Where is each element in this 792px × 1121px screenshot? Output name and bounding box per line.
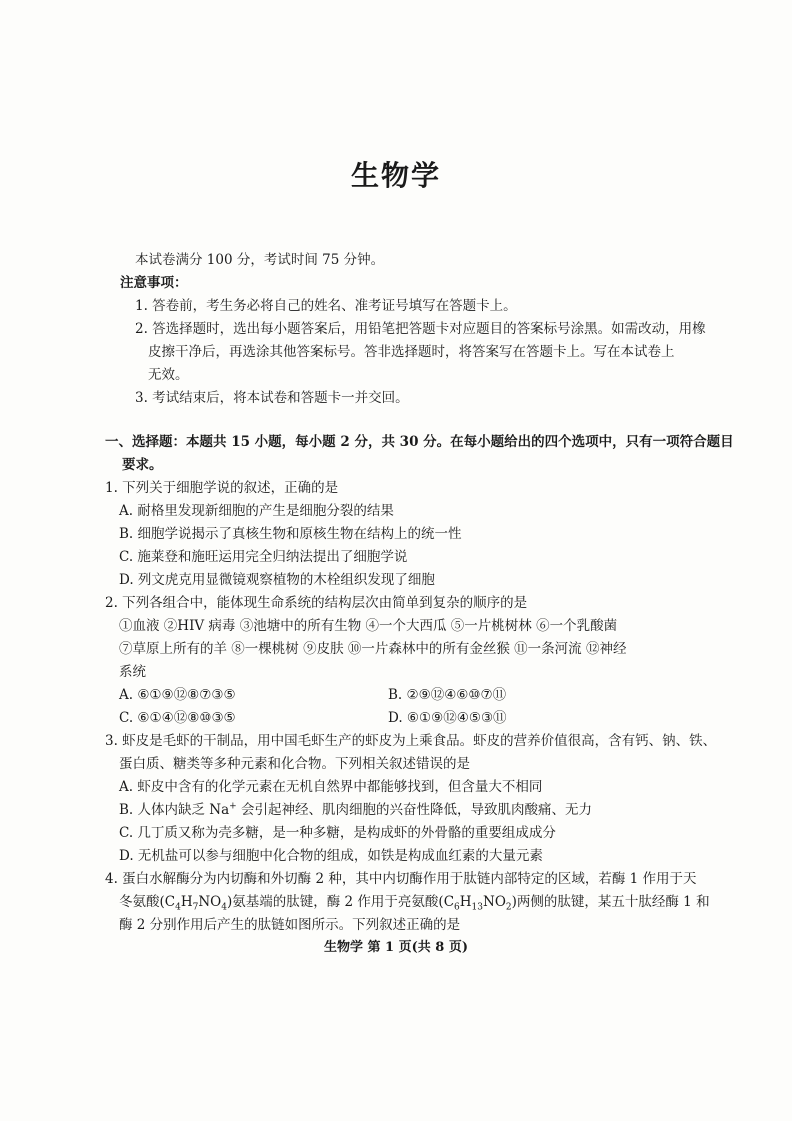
question-2-option-c: C. ⑥①④⑫⑧⑩③⑤ <box>119 710 236 726</box>
notice-item: 1. 答卷前，考生务必将自己的姓名、准考证号填写在答题卡上。 <box>135 298 517 314</box>
section-heading: 要求。 <box>122 457 163 473</box>
question-3-option-d: D. 无机盐可以参与细胞中化合物的组成，如铁是构成血红素的大量元素 <box>119 848 543 864</box>
question-2-option-a: A. ⑥①⑨⑫⑧⑦③⑤ <box>119 687 236 703</box>
question-4-stem: 4. 蛋白水解酶分为内切酶和外切酶 2 种，其中内切酶作用于肽链内部特定的区域，若酶 1 作用于天 <box>105 871 697 887</box>
question-1-option-a: A. 耐格里发现新细胞的产生是细胞分裂的结果 <box>119 503 394 519</box>
question-2-items: ①血液 ②HIV 病毒 ③池塘中的所有生物 ④一个大西瓜 ⑤一片桃树林 ⑥一个乳酸菌 <box>119 618 618 634</box>
question-1-option-c: C. 施莱登和施旺运用完全归纳法提出了细胞学说 <box>119 549 408 565</box>
notice-heading: 注意事项： <box>120 275 188 291</box>
question-2-stem: 2. 下列各组合中，能体现生命系统的结构层次由简单到复杂的顺序的是 <box>105 595 528 611</box>
notice-item: 2. 答选择题时，选出每小题答案后，用铅笔把答题卡对应题目的答案标号涂黑。如需改动，用橡 <box>135 321 706 337</box>
question-2-option-b: B. ②⑨⑫④⑥⑩⑦⑪ <box>388 687 507 703</box>
question-3-stem: 3. 虾皮是毛虾的干制品，用中国毛虾生产的虾皮为上乘食品。虾皮的营养价值很高，含有钙、钠、铁、 <box>105 733 717 749</box>
question-3-option-c: C. 几丁质又称为壳多糖，是一种多糖，是构成虾的外骨骼的重要组成成分 <box>119 825 556 841</box>
question-1-option-d: D. 列文虎克用显微镜观察植物的木栓组织发现了细胞 <box>119 572 435 588</box>
question-2-items: ⑦草原上所有的羊 ⑧一棵桃树 ⑨皮肤 ⑩一片森林中的所有金丝猴 ⑪一条河流 ⑫神经 <box>119 641 627 657</box>
question-4-stem: 冬氨酸$(C_4H_7NO_4)$氨基端的肽键，酶 2 作用于亮氨酸$(C_6H_{13}NO_2)$两侧的肽键，某五十肽经酶 1 和 <box>119 894 710 913</box>
page-title: 生物学 <box>350 159 441 192</box>
question-3-stem: 蛋白质、糖类等多种元素和化合物。下列相关叙述错误的是 <box>119 756 470 772</box>
question-2-option-d: D. ⑥①⑨⑫④⑤③⑪ <box>388 710 507 726</box>
section-heading: 一、选择题：本题共 15 小题，每小题 2 分，共 30 分。在每小题给出的四个选项中，只有一项符合题目 <box>105 434 734 450</box>
notice-item: 无效。 <box>148 367 189 383</box>
page-footer: 生物学 第 1 页(共 8 页) <box>323 940 469 955</box>
question-1-stem: 1. 下列关于细胞学说的叙述，正确的是 <box>105 480 339 496</box>
notice-item: 皮擦干净后，再选涂其他答案标号。答非选择题时，将答案写在答题卡上。写在本试卷上 <box>148 344 675 360</box>
question-1-option-b: B. 细胞学说揭示了真核生物和原核生物在结构上的统一性 <box>119 526 462 542</box>
exam-intro: 本试卷满分 100 分，考试时间 75 分钟。 <box>135 252 385 268</box>
question-3-option-b: B. 人体内缺乏 Na+ 会引起神经、肌肉细胞的兴奋性降低，导致肌肉酸痛、无力 <box>119 801 592 818</box>
question-3-option-a: A. 虾皮中含有的化学元素在无机自然界中都能够找到，但含量大不相同 <box>119 779 543 795</box>
question-4-stem: 酶 2 分别作用后产生的肽链如图所示。下列叙述正确的是 <box>119 917 461 933</box>
question-2-items: 系统 <box>119 664 146 680</box>
notice-item: 3. 考试结束后，将本试卷和答题卡一并交回。 <box>135 390 409 406</box>
